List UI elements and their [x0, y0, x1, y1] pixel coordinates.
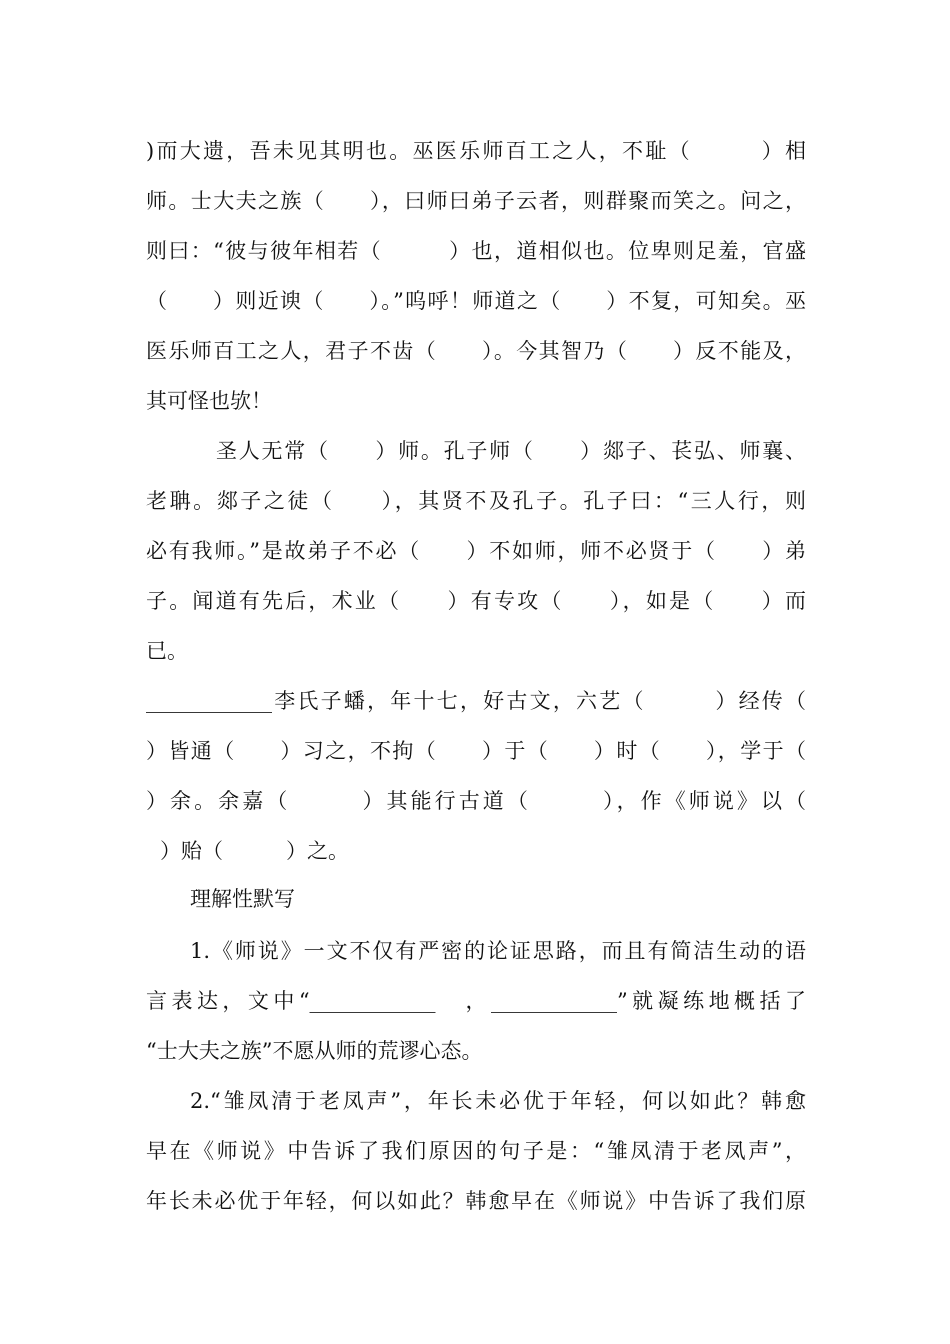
text-line: ____________李氏子蟠，年十七，好古文，六艺（ ）经传（ [146, 689, 806, 713]
question-line: “士大夫之族”不愿从师的荒谬心态。 [146, 1039, 483, 1063]
question-line: 1.《师说》一文不仅有严密的论证思路，而且有简洁生动的语 [190, 939, 806, 963]
question-line: 言表达，文中“____________ ，____________”就凝练地概括了 [146, 989, 806, 1013]
text-line: ）皆通（ ）习之，不拘（ ）于（ ）时（ ），学于（ [146, 739, 806, 763]
text-line: )而大遗，吾未见其明也。巫医乐师百工之人，不耻（ ）相 [146, 139, 806, 163]
text-line: 其可怪也欤！ [146, 389, 272, 413]
text-line: 医乐师百工之人，君子不齿（ ）。今其智乃（ ）反不能及， [146, 339, 806, 363]
text-line: 则曰：“彼与彼年相若（ ）也，道相似也。位卑则足羞，官盛 [146, 239, 806, 263]
text-line: 老聃。郯子之徒（ ），其贤不及孔子。孔子曰：“三人行，则 [146, 489, 806, 513]
text-line: 师。士大夫之族（ ），曰师曰弟子云者，则群聚而笑之。问之， [146, 189, 806, 213]
question-line: 年长未必优于年轻，何以如此？韩愈早在《师说》中告诉了我们原 [146, 1189, 806, 1213]
text-line: 圣人无常（ ）师。孔子师（ ）郯子、苌弘、师襄、 [216, 439, 806, 463]
text-line: 必有我师。”是故弟子不必（ ）不如师，师不必贤于（ ）弟 [146, 539, 806, 563]
text-line: （ ）则近谀（ ）。”呜呼！师道之（ ）不复，可知矣。巫 [146, 289, 806, 313]
text-line: 已。 [146, 639, 188, 663]
text-line: ）余。余嘉（ ）其能行古道（ ），作《师说》以（ [146, 789, 806, 813]
question-line: 早在《师说》中告诉了我们原因的句子是：“雏凤清于老凤声”， [146, 1139, 806, 1163]
section-heading: 理解性默写 [190, 887, 295, 911]
text-line: ）贻（ ）之。 [160, 839, 349, 863]
text-line: 子。闻道有先后，术业（ ）有专攻（ ），如是（ ）而 [146, 589, 806, 613]
question-line: 2.“雏凤清于老凤声”，年长未必优于年轻，何以如此？韩愈 [190, 1089, 806, 1113]
